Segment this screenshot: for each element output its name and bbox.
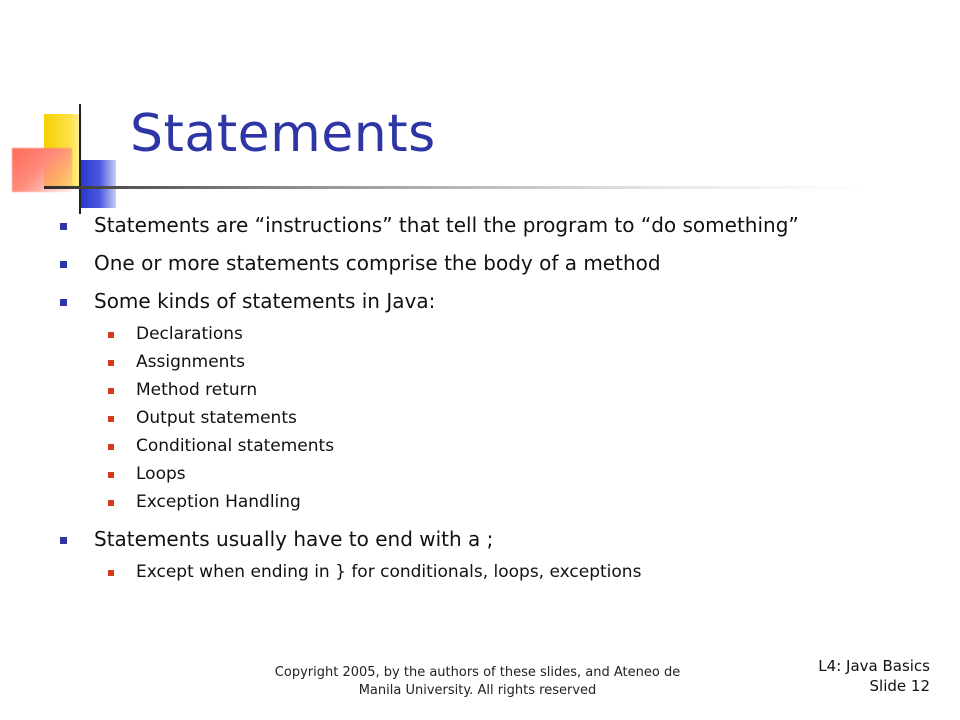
course-label: L4: Java Basics <box>818 657 930 675</box>
sub-bullet-text: Method return <box>136 380 258 400</box>
sub-bullet-text: Conditional statements <box>136 436 335 456</box>
bullet-marker <box>60 537 67 544</box>
copyright-notice <box>240 664 715 700</box>
sub-bullet-marker <box>108 472 114 478</box>
sub-bullet-list <box>94 324 916 512</box>
sub-bullet-item <box>94 352 916 372</box>
bullet-marker <box>60 223 67 230</box>
bullet-marker <box>60 261 67 268</box>
sub-bullet-marker <box>108 332 114 338</box>
bullet-text: Statements usually have to end with a ; <box>94 527 494 551</box>
decorative-vertical-line <box>79 104 81 214</box>
sub-bullet-item <box>94 562 916 582</box>
bullet-list <box>56 214 916 598</box>
decorative-blue-square <box>80 160 116 208</box>
title-underline <box>44 186 864 189</box>
bullet-item <box>56 214 916 236</box>
bullet-item <box>56 252 916 274</box>
sub-bullet-text: Loops <box>136 464 186 484</box>
bullet-item <box>56 528 916 582</box>
sub-bullet-item <box>94 464 916 484</box>
sub-bullet-item <box>94 492 916 512</box>
sub-bullet-item <box>94 380 916 400</box>
sub-bullet-marker <box>108 416 114 422</box>
sub-bullet-marker <box>108 500 114 506</box>
sub-bullet-text: Except when ending in } for conditionals, loops, exceptions <box>136 562 642 582</box>
sub-bullet-text: Assignments <box>136 352 245 372</box>
copyright-line: Manila University. All rights reserved <box>358 683 597 698</box>
sub-bullet-marker <box>108 570 114 576</box>
sub-bullet-text: Declarations <box>136 324 243 344</box>
sub-bullet-text: Output statements <box>136 408 297 428</box>
sub-bullet-marker <box>108 388 114 394</box>
sub-bullet-marker <box>108 360 114 366</box>
bullet-text: Statements are “instructions” that tell the program to “do something” <box>94 213 799 237</box>
slide-number: Slide 12 <box>869 677 930 695</box>
sub-bullet-item <box>94 436 916 456</box>
slide-title: Statements <box>130 104 436 164</box>
sub-bullet-item <box>94 408 916 428</box>
sub-bullet-list <box>94 562 916 582</box>
bullet-marker <box>60 299 67 306</box>
slide-info <box>818 656 930 696</box>
sub-bullet-marker <box>108 444 114 450</box>
bullet-text: Some kinds of statements in Java: <box>94 289 436 313</box>
sub-bullet-item <box>94 324 916 344</box>
bullet-item <box>56 290 916 512</box>
sub-bullet-text: Exception Handling <box>136 492 301 512</box>
copyright-line: Copyright 2005, by the authors of these slides, and Ateneo de <box>274 665 681 680</box>
bullet-text: One or more statements comprise the body of a method <box>94 251 661 275</box>
